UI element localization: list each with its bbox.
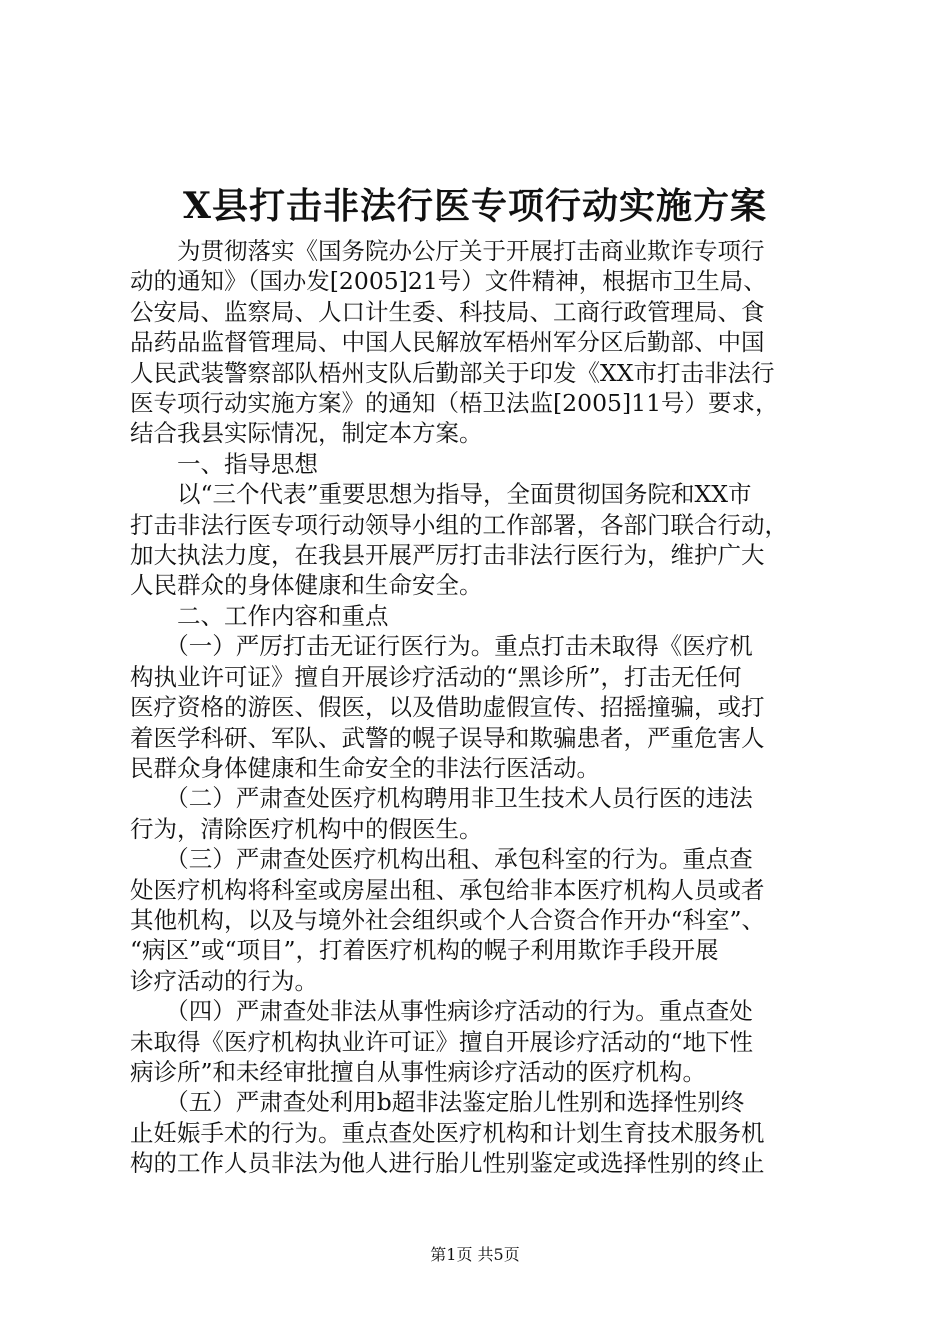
paragraph-item-5: [130, 1087, 840, 1178]
section-heading-work-content: [130, 601, 840, 631]
text-line: 公安局、监察局、人口计生委、科技局、工商行政管理局、食: [130, 297, 765, 326]
text-line: 人民武装警察部队梧州支队后勤部关于印发《XX市打击非法行: [130, 358, 775, 387]
text-line: 一、指导思想: [130, 449, 318, 478]
text-line: 诊疗活动的行为。: [130, 966, 318, 995]
page-number-footer: 第1页 共5页: [430, 1245, 520, 1264]
text-line: 医专项行动实施方案》的通知（梧卫法监[2005]11号）要求，: [130, 389, 779, 418]
text-line: 为贯彻落实《国务院办公厅关于开展打击商业欺诈专项行: [130, 237, 765, 265]
text-line: 止妊娠手术的行为。重点查处医疗机构和计划生育技术服务机: [130, 1118, 765, 1147]
text-line: （四）严肃查处非法从事性病诊疗活动的行为。重点查处: [130, 997, 753, 1026]
text-line: 动的通知》（国办发[2005]21号）文件精神，根据市卫生局、: [130, 267, 767, 296]
document-title: X县打击非法行医专项行动实施方案: [183, 185, 767, 227]
text-line: 打击非法行医专项行动领导小组的工作部署，各部门联合行动，: [130, 510, 788, 539]
text-line: 处医疗机构将科室或房屋出租、承包给非本医疗机构人员或者: [130, 875, 765, 904]
paragraph-item-3: [130, 844, 840, 996]
text-line: 未取得《医疗机构执业许可证》擅自开展诊疗活动的“地下性: [130, 1027, 754, 1056]
text-line: 加大执法力度，在我县开展严厉打击非法行医行为，维护广大: [130, 541, 765, 570]
text-line: （三）严肃查处医疗机构出租、承包科室的行为。重点查: [130, 845, 753, 874]
text-line: （五）严肃查处利用b超非法鉴定胎儿性别和选择性别终: [130, 1088, 745, 1117]
text-line: 品药品监督管理局、中国人民解放军梧州军分区后勤部、中国: [130, 328, 765, 357]
text-line: “病区”或“项目”，打着医疗机构的幌子利用欺诈手段开展: [130, 936, 719, 965]
text-line: 以“三个代表”重要思想为指导，全面贯彻国务院和XX市: [130, 480, 752, 509]
text-line: 民群众身体健康和生命安全的非法行医活动。: [130, 753, 600, 782]
paragraph-item-1: [130, 631, 840, 783]
section-heading-guiding-ideology: [130, 449, 840, 479]
text-line: 构执业许可证》擅自开展诊疗活动的“黑诊所”，打击无任何: [130, 662, 742, 691]
document-body: [130, 236, 840, 1179]
text-line: 医疗资格的游医、假医，以及借助虚假宣传、招摇撞骗，或打: [130, 693, 765, 722]
text-line: 着医学科研、军队、武警的幌子误导和欺骗患者，严重危害人: [130, 723, 765, 752]
paragraph-guiding-ideology: [130, 479, 840, 601]
text-line: 人民群众的身体健康和生命安全。: [130, 571, 483, 600]
text-line: （二）严肃查处医疗机构聘用非卫生技术人员行医的违法: [130, 784, 753, 813]
text-line: 病诊所”和未经审批擅自从事性病诊疗活动的医疗机构。: [130, 1057, 707, 1086]
text-line: 结合我县实际情况，制定本方案。: [130, 419, 483, 448]
text-line: 二、工作内容和重点: [130, 601, 389, 630]
text-line: 行为，清除医疗机构中的假医生。: [130, 814, 483, 843]
paragraph-item-4: [130, 996, 840, 1087]
paragraph-intro: [130, 236, 840, 449]
text-line: 其他机构，以及与境外社会组织或个人合资合作开办“科室”、: [130, 905, 766, 934]
paragraph-item-2: [130, 783, 840, 844]
text-line: 构的工作人员非法为他人进行胎儿性别鉴定或选择性别的终止: [130, 1149, 765, 1178]
text-line: （一）严厉打击无证行医行为。重点打击未取得《医疗机: [130, 632, 753, 661]
